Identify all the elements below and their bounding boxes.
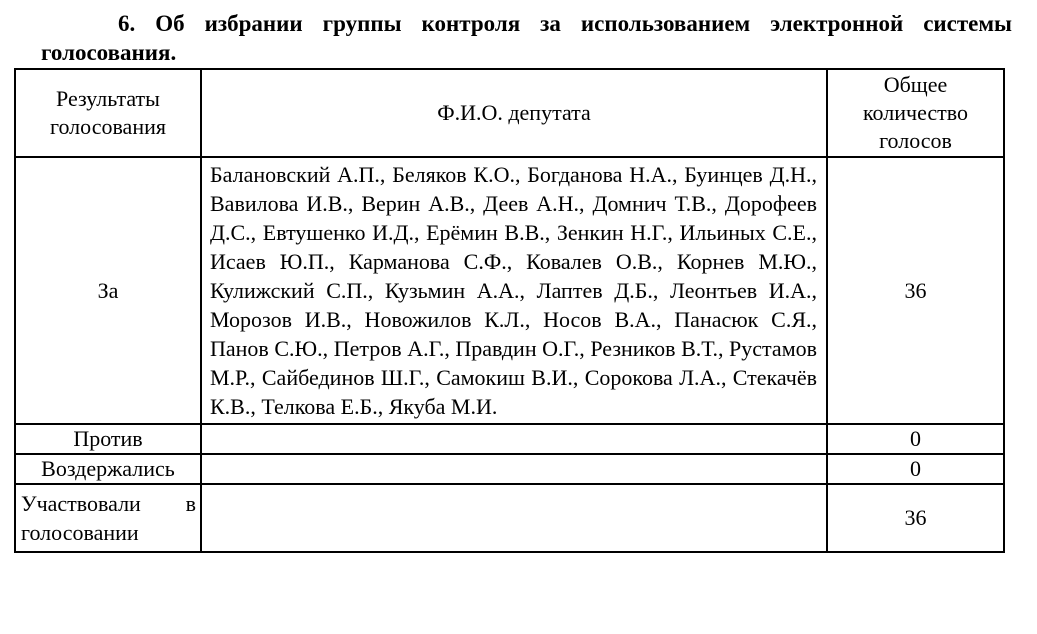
table-row-abstained [15,454,1004,484]
column-header-deputy-name: Ф.И.О. депутата [201,69,827,157]
table-header-row [15,69,1004,157]
votes-count-participated: 36 [827,484,1004,552]
votes-count-against: 0 [827,424,1004,454]
deputies-list-participated [201,484,827,552]
section-heading: 6. Об избрании группы контроля за использованием электронной системы голосования. [41,11,1012,65]
deputies-list-for: Балановский А.П., Беляков К.О., Богданова Н.А., Буинцев Д.Н., Вавилова И.В., Верин А.В., Деев А.Н., Домнич Т.В., Дорофеев Д.С., Евтушенко И.Д., Ерёмин В.В., Зенкин Н.Г., Ильиных С.Е., Исаев Ю.П., Карманова С.Ф., Ковалев О.В., Корнев М.Ю., Кулижский С.П., Кузьмин А.А., Лаптев Д.Б., Леонтьев И.А., Морозов И.В., Новожилов К.Л., Носов В.А., Панасюк С.Я., Панов С.Ю., Петров А.Г., Правдин О.Г., Резников В.Т., Рустамов М.Р., Сайбединов Ш.Г., Самокиш В.И., Сорокова Л.А., Стекачёв К.В., Телкова Е.Б., Якуба М.И. [201,157,827,424]
result-label-abstained: Воздержались [15,454,201,484]
voting-results-table [14,68,1005,553]
result-label-participated: Участвовали в голосовании [15,484,201,552]
deputies-list-against [201,424,827,454]
deputies-list-abstained [201,454,827,484]
column-header-voting-results: Результаты голосования [15,69,201,157]
result-label-against: Против [15,424,201,454]
result-label-for: За [15,157,201,424]
table-row-against [15,424,1004,454]
column-header-total-votes: Общее количество голосов [827,69,1004,157]
votes-count-for: 36 [827,157,1004,424]
votes-count-abstained: 0 [827,454,1004,484]
table-row-participated [15,484,1004,552]
table-row-for [15,157,1004,424]
